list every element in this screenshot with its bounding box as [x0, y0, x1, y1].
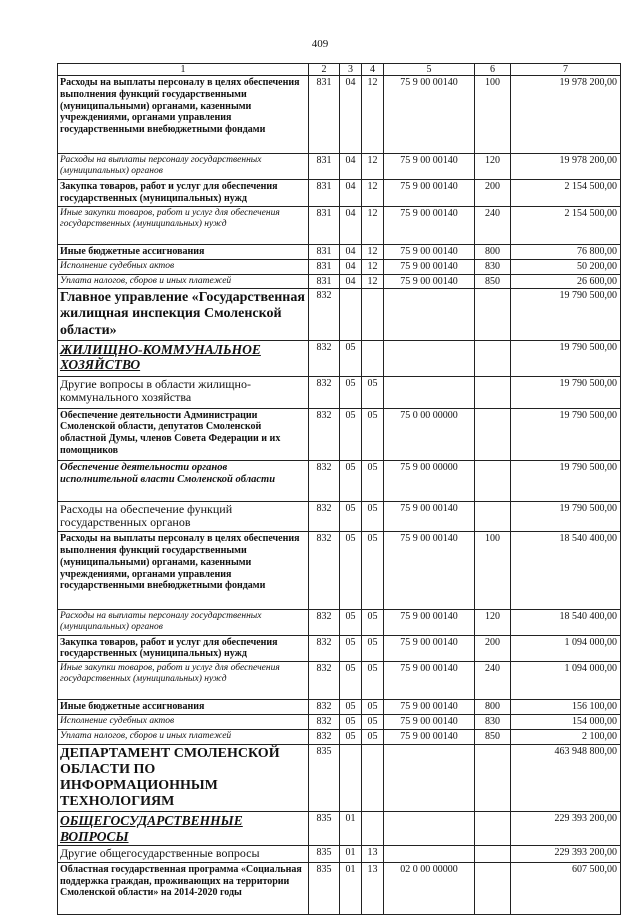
row-amount: 1 094 000,00 — [511, 635, 621, 662]
table-row — [58, 207, 621, 245]
row-expense-type: 850 — [475, 729, 511, 744]
row-grbs: 832 — [309, 501, 340, 532]
row-section: 05 — [340, 501, 362, 532]
row-grbs: 832 — [309, 662, 340, 700]
row-name: Иные закупки товаров, работ и услуг для обеспечения государственных (муниципальных) нужд — [58, 207, 309, 245]
row-name: Иные закупки товаров, работ и услуг для обеспечения государственных (муниципальных) нужд — [58, 662, 309, 700]
row-subsection: 12 — [362, 207, 384, 245]
row-grbs: 835 — [309, 846, 340, 863]
row-amount: 18 540 400,00 — [511, 532, 621, 610]
row-section: 05 — [340, 610, 362, 635]
column-header: 6 — [475, 64, 511, 76]
row-grbs: 835 — [309, 812, 340, 846]
row-target-article — [384, 340, 475, 376]
row-subsection: 05 — [362, 408, 384, 460]
table-row — [58, 289, 621, 340]
table-row — [58, 635, 621, 662]
row-name: Обеспечение деятельности органов исполнительной власти Смоленской области — [58, 460, 309, 501]
row-section: 05 — [340, 729, 362, 744]
table-row — [58, 180, 621, 207]
row-expense-type — [475, 744, 511, 811]
row-expense-type — [475, 501, 511, 532]
row-subsection: 05 — [362, 460, 384, 501]
row-name: ОБЩЕГОСУДАРСТВЕННЫЕ ВОПРОСЫ — [58, 812, 309, 846]
table-row — [58, 245, 621, 260]
row-expense-type — [475, 376, 511, 408]
row-name: Другие вопросы в области жилищно-коммунального хозяйства — [58, 376, 309, 408]
row-expense-type: 120 — [475, 154, 511, 180]
row-amount: 19 790 500,00 — [511, 289, 621, 340]
row-target-article: 75 9 00 00140 — [384, 245, 475, 260]
row-target-article: 75 9 00 00140 — [384, 259, 475, 274]
table-row — [58, 715, 621, 730]
row-expense-type — [475, 408, 511, 460]
row-amount: 2 100,00 — [511, 729, 621, 744]
column-header: 7 — [511, 64, 621, 76]
row-name: Обеспечение деятельности Администрации Смоленской области, депутатов Смоленской областной Думы, членов Совета Федерации и их помощников — [58, 408, 309, 460]
row-target-article: 75 9 00 00140 — [384, 207, 475, 245]
table-row — [58, 610, 621, 635]
row-target-article — [384, 812, 475, 846]
row-section: 01 — [340, 846, 362, 863]
row-subsection: 12 — [362, 180, 384, 207]
row-target-article — [384, 744, 475, 811]
row-subsection — [362, 289, 384, 340]
row-target-article: 75 0 00 00000 — [384, 408, 475, 460]
row-grbs: 831 — [309, 154, 340, 180]
row-amount: 50 200,00 — [511, 259, 621, 274]
row-name: ДЕПАРТАМЕНТ СМОЛЕНСКОЙ ОБЛАСТИ ПО ИНФОРМАЦИОННЫМ ТЕХНОЛОГИЯМ — [58, 744, 309, 811]
row-subsection — [362, 744, 384, 811]
row-section — [340, 744, 362, 811]
table-row — [58, 862, 621, 914]
row-amount: 607 500,00 — [511, 862, 621, 914]
row-amount: 156 100,00 — [511, 700, 621, 715]
row-name: Расходы на выплаты персоналу государственных (муниципальных) органов — [58, 610, 309, 635]
column-header: 5 — [384, 64, 475, 76]
table-row — [58, 846, 621, 863]
table-row — [58, 729, 621, 744]
row-name: Уплата налогов, сборов и иных платежей — [58, 274, 309, 289]
row-grbs: 832 — [309, 460, 340, 501]
row-name: Исполнение судебных актов — [58, 715, 309, 730]
row-amount: 1 094 000,00 — [511, 662, 621, 700]
row-grbs: 832 — [309, 715, 340, 730]
row-target-article: 75 9 00 00140 — [384, 154, 475, 180]
budget-table — [57, 63, 621, 915]
row-grbs: 831 — [309, 245, 340, 260]
table-row — [58, 532, 621, 610]
row-subsection: 12 — [362, 154, 384, 180]
row-subsection: 12 — [362, 245, 384, 260]
table-row — [58, 274, 621, 289]
row-amount: 229 393 200,00 — [511, 846, 621, 863]
row-expense-type: 800 — [475, 245, 511, 260]
row-expense-type: 200 — [475, 180, 511, 207]
row-grbs: 831 — [309, 274, 340, 289]
row-target-article: 75 9 00 00140 — [384, 274, 475, 289]
row-target-article: 75 9 00 00140 — [384, 501, 475, 532]
row-section: 04 — [340, 259, 362, 274]
table-row — [58, 340, 621, 376]
row-subsection: 12 — [362, 259, 384, 274]
row-name: Уплата налогов, сборов и иных платежей — [58, 729, 309, 744]
row-expense-type — [475, 340, 511, 376]
column-header: 3 — [340, 64, 362, 76]
row-grbs: 832 — [309, 610, 340, 635]
column-header: 1 — [58, 64, 309, 76]
row-grbs: 832 — [309, 635, 340, 662]
row-subsection: 12 — [362, 274, 384, 289]
row-amount: 19 978 200,00 — [511, 76, 621, 154]
row-subsection: 05 — [362, 376, 384, 408]
row-target-article: 75 9 00 00140 — [384, 635, 475, 662]
row-grbs: 835 — [309, 744, 340, 811]
row-grbs: 831 — [309, 76, 340, 154]
row-subsection: 05 — [362, 700, 384, 715]
row-subsection: 05 — [362, 662, 384, 700]
row-section: 04 — [340, 180, 362, 207]
table-row — [58, 501, 621, 532]
row-section: 04 — [340, 274, 362, 289]
row-target-article: 02 0 00 00000 — [384, 862, 475, 914]
table-row — [58, 76, 621, 154]
row-grbs: 832 — [309, 700, 340, 715]
row-target-article — [384, 846, 475, 863]
page-number: 409 — [311, 38, 329, 50]
row-amount: 19 978 200,00 — [511, 154, 621, 180]
row-amount: 19 790 500,00 — [511, 408, 621, 460]
row-name: Другие общегосударственные вопросы — [58, 846, 309, 863]
row-expense-type: 200 — [475, 635, 511, 662]
row-expense-type: 850 — [475, 274, 511, 289]
row-amount: 76 800,00 — [511, 245, 621, 260]
row-expense-type: 800 — [475, 700, 511, 715]
row-amount: 2 154 500,00 — [511, 180, 621, 207]
column-header: 4 — [362, 64, 384, 76]
row-name: Закупка товаров, работ и услуг для обеспечения государственных (муниципальных) нужд — [58, 635, 309, 662]
row-subsection — [362, 812, 384, 846]
row-subsection: 05 — [362, 715, 384, 730]
row-grbs: 832 — [309, 729, 340, 744]
column-header: 2 — [309, 64, 340, 76]
row-name: Расходы на выплаты персоналу в целях обеспечения выполнения функций государственными (муниципальными) органами, казенными учреждениями, органами управления государственными внебюджетными фондами — [58, 76, 309, 154]
row-section: 05 — [340, 376, 362, 408]
row-expense-type: 240 — [475, 662, 511, 700]
row-grbs: 831 — [309, 259, 340, 274]
row-section: 05 — [340, 635, 362, 662]
row-section: 04 — [340, 154, 362, 180]
row-expense-type — [475, 812, 511, 846]
row-section: 01 — [340, 812, 362, 846]
row-expense-type — [475, 460, 511, 501]
row-name: Закупка товаров, работ и услуг для обеспечения государственных (муниципальных) нужд — [58, 180, 309, 207]
row-subsection: 05 — [362, 532, 384, 610]
row-subsection: 05 — [362, 635, 384, 662]
row-name: Иные бюджетные ассигнования — [58, 700, 309, 715]
row-section: 01 — [340, 862, 362, 914]
row-section: 05 — [340, 460, 362, 501]
row-name: Расходы на выплаты персоналу в целях обеспечения выполнения функций государственными (муниципальными) органами, казенными учреждениями, органами управления государственными внебюджетными фондами — [58, 532, 309, 610]
row-target-article: 75 9 00 00140 — [384, 610, 475, 635]
row-name: Иные бюджетные ассигнования — [58, 245, 309, 260]
row-target-article — [384, 376, 475, 408]
row-grbs: 831 — [309, 180, 340, 207]
row-target-article: 75 9 00 00140 — [384, 532, 475, 610]
row-grbs: 832 — [309, 376, 340, 408]
row-amount: 19 790 500,00 — [511, 340, 621, 376]
table-header-row — [58, 64, 621, 76]
row-amount: 154 000,00 — [511, 715, 621, 730]
row-expense-type: 100 — [475, 76, 511, 154]
row-expense-type: 120 — [475, 610, 511, 635]
row-subsection — [362, 340, 384, 376]
row-amount: 18 540 400,00 — [511, 610, 621, 635]
row-target-article: 75 9 00 00000 — [384, 460, 475, 501]
row-grbs: 832 — [309, 289, 340, 340]
table-row — [58, 460, 621, 501]
row-expense-type — [475, 289, 511, 340]
row-amount: 19 790 500,00 — [511, 376, 621, 408]
row-target-article: 75 9 00 00140 — [384, 700, 475, 715]
row-section: 05 — [340, 700, 362, 715]
row-name: Областная государственная программа «Социальная поддержка граждан, проживающих на территории Смоленской области» на 2014-2020 годы — [58, 862, 309, 914]
row-amount: 19 790 500,00 — [511, 460, 621, 501]
row-subsection: 13 — [362, 846, 384, 863]
row-amount: 19 790 500,00 — [511, 501, 621, 532]
row-expense-type: 830 — [475, 259, 511, 274]
row-name: Расходы на обеспечение функций государственных органов — [58, 501, 309, 532]
row-amount: 463 948 800,00 — [511, 744, 621, 811]
row-expense-type — [475, 862, 511, 914]
row-target-article: 75 9 00 00140 — [384, 180, 475, 207]
row-expense-type: 100 — [475, 532, 511, 610]
row-grbs: 835 — [309, 862, 340, 914]
row-target-article: 75 9 00 00140 — [384, 76, 475, 154]
row-amount: 26 600,00 — [511, 274, 621, 289]
row-expense-type: 830 — [475, 715, 511, 730]
row-expense-type: 240 — [475, 207, 511, 245]
row-name: Главное управление «Государственная жилищная инспекция Смоленской области» — [58, 289, 309, 340]
row-section: 05 — [340, 715, 362, 730]
row-grbs: 832 — [309, 408, 340, 460]
row-target-article: 75 9 00 00140 — [384, 662, 475, 700]
table-row — [58, 662, 621, 700]
row-name: Расходы на выплаты персоналу государственных (муниципальных) органов — [58, 154, 309, 180]
table-row — [58, 259, 621, 274]
row-grbs: 832 — [309, 532, 340, 610]
row-subsection: 12 — [362, 76, 384, 154]
table-row — [58, 744, 621, 811]
row-subsection: 13 — [362, 862, 384, 914]
row-grbs: 832 — [309, 340, 340, 376]
row-subsection: 05 — [362, 610, 384, 635]
row-section: 05 — [340, 340, 362, 376]
row-section: 04 — [340, 76, 362, 154]
row-section: 05 — [340, 532, 362, 610]
row-amount: 229 393 200,00 — [511, 812, 621, 846]
row-section: 04 — [340, 245, 362, 260]
table-row — [58, 408, 621, 460]
row-target-article: 75 9 00 00140 — [384, 729, 475, 744]
row-subsection: 05 — [362, 729, 384, 744]
table-row — [58, 154, 621, 180]
row-amount: 2 154 500,00 — [511, 207, 621, 245]
table-row — [58, 700, 621, 715]
table-row — [58, 812, 621, 846]
row-grbs: 831 — [309, 207, 340, 245]
row-target-article: 75 9 00 00140 — [384, 715, 475, 730]
table-row — [58, 376, 621, 408]
row-section — [340, 289, 362, 340]
row-section: 05 — [340, 408, 362, 460]
row-name: ЖИЛИЩНО-КОММУНАЛЬНОЕ ХОЗЯЙСТВО — [58, 340, 309, 376]
row-subsection: 05 — [362, 501, 384, 532]
row-name: Исполнение судебных актов — [58, 259, 309, 274]
row-section: 04 — [340, 207, 362, 245]
row-target-article — [384, 289, 475, 340]
row-expense-type — [475, 846, 511, 863]
row-section: 05 — [340, 662, 362, 700]
